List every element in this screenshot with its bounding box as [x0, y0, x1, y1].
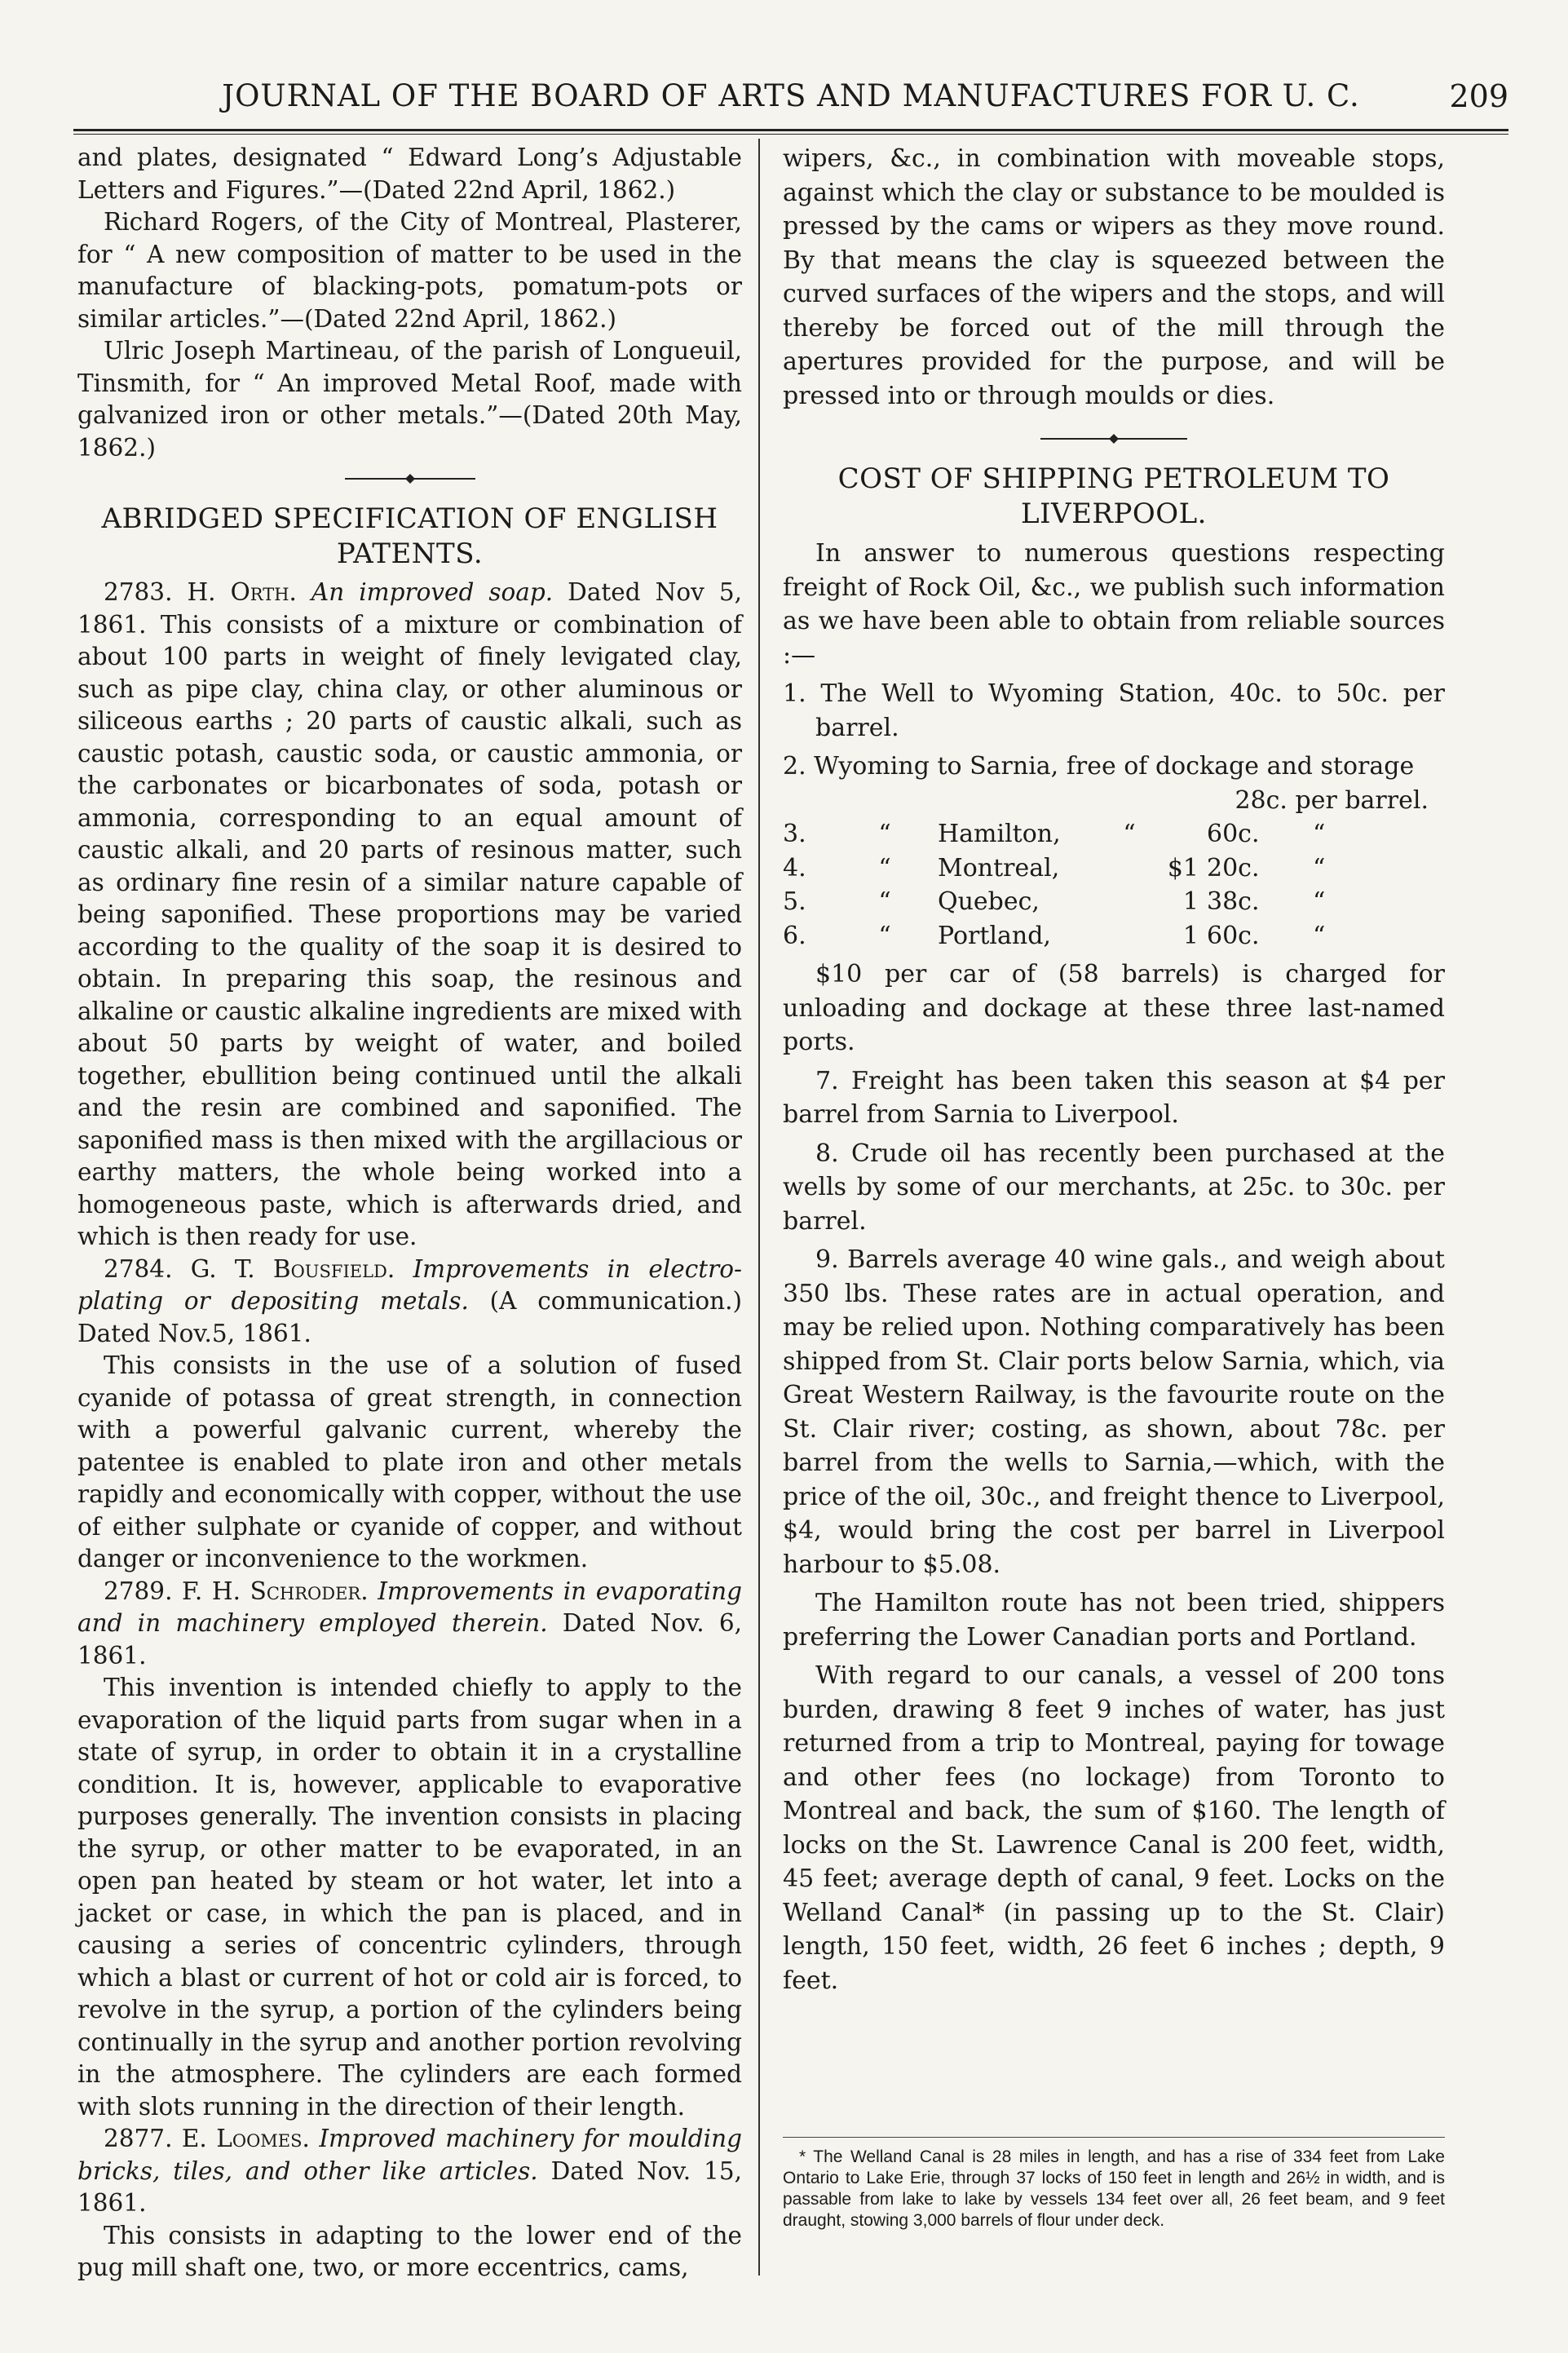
ornament-rule-icon [1040, 433, 1187, 445]
patent-2784 [77, 1254, 742, 1351]
header-rule-thin [73, 134, 1508, 135]
ditto-mark: “ [1313, 853, 1326, 882]
hamilton-paragraph: The Hamilton route has not been tried, shippers preferring the Lower Canadian ports and Portland. [783, 1589, 1445, 1652]
rate-row [783, 919, 1445, 953]
patent-entry-long: and plates, designated “ Edward Long’s Adjustable Letters and Figures.”—(Dated 22nd April, 1862.) [77, 144, 742, 204]
patentee-name: Bousfield. [272, 1254, 395, 1283]
journal-title: JOURNAL OF THE BOARD OF ARTS AND MANUFACTURES FOR U. C. [222, 78, 1360, 113]
patent-date: Dated Nov 5, 1861. [77, 578, 743, 639]
rate-dollars: 1 [1182, 921, 1199, 950]
rate-number: 3. [783, 820, 806, 848]
rate-item-2: 2. Wyoming to Sarnia, free of dockage and storage [783, 752, 1415, 781]
ditto-mark: “ [878, 887, 891, 916]
ditto-mark [1109, 885, 1150, 919]
ditto-mark: “ [878, 853, 891, 882]
rate-row [783, 851, 1445, 886]
patent-date: Dated Nov. 6, 1861. [77, 1609, 742, 1670]
rate-number: 5. [783, 887, 806, 916]
patentee-name: Orth. [230, 578, 297, 606]
patent-entry-martineau: Ulric Joseph Martineau, of the parish of Longueuil, Tinsmith, for “ An improved Metal Roof, made with galvanized iron or other metals.”—(Dated 20th May, 1862.) [77, 337, 742, 462]
rate-item-7: 7. Freight has been taken this season at $4 per barrel from Sarnia to Liverpool. [783, 1066, 1445, 1129]
patent-number: 2877. E. [104, 2125, 207, 2152]
destination: Portland, [938, 921, 1051, 950]
rate-cents: 60c. [1207, 921, 1260, 950]
footnote-rule [783, 2137, 1445, 2138]
patent-2783 [77, 577, 742, 1254]
patent-number: 2783. H. [104, 578, 216, 606]
patent-text: This consists in the use of a solution of fused cyanide of potassa of great strength, in connection with a powerful galvanic current, whereby the patentee is enabled to plate iron and other metals rapidly and economically with copper, without the use of either sulphate or cyanide of copper, and without danger or inconvenience to the workmen. [77, 1351, 742, 1572]
patent-number: 2784. G. T. [104, 1254, 255, 1283]
patent-text: This invention is intended chiefly to apply to the evaporation of the liquid parts from sugar when in a state of syrup, in order to obtain it in a crystalline condition. It is, however, applicable to evaporative purposes generally. The invention consists in placing the syrup, or other matter to be evaporated, in an open pan heated by steam or hot water, let into a jacket or case, in which the pan is placed, and in causing a series of concentric cylinders, through which a blast or current of hot or cold air is forced, to revolve in the syrup, a portion of the cylinders being continually in the syrup and another portion revolving in the atmosphere. The cylinders are each formed with slots running in the direction of their length. [77, 1674, 742, 2121]
ditto-mark [1109, 919, 1150, 953]
ditto-mark: “ [1313, 887, 1326, 916]
rate-dollars: 1 [1182, 887, 1199, 916]
section-heading-patents: ABRIDGED SPECIFICATION OF ENGLISH PATENTS. [101, 502, 718, 570]
patent-title: Improvements in evaporating and in machinery employed therein. [77, 1577, 742, 1637]
rate-item-1: 1. The Well to Wyoming Station, 40c. to 50c. per barrel. [783, 679, 1445, 742]
ditto-mark: “ [878, 820, 891, 848]
ornament-rule-icon [345, 473, 475, 484]
canals-paragraph: With regard to our canals, a vessel of 200 tons burden, drawing 8 feet 9 inches of water, has just returned from a trip to Montreal, paying for towage and other fees (no lockage) from Toronto to Montreal and back, the sum of $160. The length of locks on the St. Lawrence Canal is 200 feet, width, 45 feet; average depth of canal, 9 feet. Locks on the Welland Canal* (in passing up to the St. Clair) length, 150 feet, width, 26 feet 6 inches ; depth, 9 feet. [783, 1661, 1445, 1995]
header-rule-thick [73, 129, 1508, 131]
rate-number: 4. [783, 853, 806, 882]
running-header [73, 70, 1508, 119]
patent-text: This consists in adapting to the lower end of the pug mill shaft one, two, or more eccentrics, cams, [77, 2221, 742, 2281]
patent-number: 2789. F. H. [104, 1577, 241, 1605]
rate-cents: 38c. [1207, 887, 1260, 916]
footnote-welland-canal: * The Welland Canal is 28 miles in length, and has a rise of 334 feet from Lake Ontario to Lake Erie, through 37 locks of 150 feet in length and 26½ in width, and is passable from lake to lake by vessels 134 feet over all, 26 feet beam, and 9 feet draught, stowing 3,000 barrels of flour under deck. [783, 2147, 1445, 2230]
rate-dollars [1150, 817, 1199, 851]
patent-title: An improved soap. [311, 578, 554, 606]
destination: Hamilton, [938, 820, 1061, 848]
rate-item-2-amount: 28c. per barrel. [1235, 785, 1429, 815]
right-column [783, 142, 1445, 1997]
rate-item-9: 9. Barrels average 40 wine gals., and weigh about 350 lbs. These rates are in actual operation, and may be relied upon. Nothing comparatively has been shipped from St. Clair ports below Sarnia, which, via Great Western Railway, is the favourite route on the St. Clair river; costing, as shown, about 78c. per barrel from the wells to Sarnia,—which, with the price of the oil, 30c., and freight thence to Liverpool, $4, would bring the cost per barrel in Liverpool harbour to $5.08. [783, 1245, 1445, 1579]
section-ornament [783, 424, 1445, 453]
ditto-mark: “ [1313, 921, 1326, 950]
section-ornament [77, 464, 742, 493]
section-heading-petroleum: COST OF SHIPPING PETROLEUM TO LIVERPOOL. [837, 462, 1390, 530]
patent-2877 [77, 2123, 742, 2220]
left-column [77, 142, 742, 2284]
patent-date: Dated Nov. 15, 1861. [77, 2156, 742, 2217]
rate-dollars: $1 [1167, 853, 1199, 882]
patent-title: Improvements in electro-plating or depositing metals. [77, 1254, 742, 1315]
patent-entry-rogers: Richard Rogers, of the City of Montreal, Plasterer, for “ A new composition of matter to be used in the manufacture of blacking-pots, pomatum-pots or similar articles.”—(Dated 22nd April, 1862.) [77, 208, 742, 333]
destination: Montreal, [938, 853, 1060, 882]
patentee-name: Loomes. [216, 2125, 310, 2152]
destination: Quebec, [938, 887, 1040, 916]
intro-paragraph: In answer to numerous questions respecting freight of Rock Oil, &c., we publish such information as we have been able to obtain from reliable sources :— [783, 539, 1445, 670]
rate-row [783, 885, 1445, 919]
patent-title: Improved machinery for moulding bricks, tiles, and other like articles. [77, 2125, 742, 2185]
ditto-mark: “ [878, 921, 891, 950]
patent-2789 [77, 1576, 742, 1673]
rate-cents: 60c. [1207, 820, 1260, 848]
ditto-mark: “ [1123, 820, 1136, 848]
rates-table [783, 817, 1445, 953]
column-divider [758, 139, 760, 2276]
patentee-name: Schroder. [250, 1577, 369, 1605]
continued-paragraph: wipers, &c., in combination with moveable stops, against which the clay or substance to be moulded is pressed by the cams or wipers as they move round. By that means the clay is squeezed between the curved surfaces of the wipers and the stops, and will thereby be forced out of the mill through the apertures provided for the purpose, and will be pressed into or through moulds or dies. [783, 144, 1445, 410]
ditto-mark [1109, 851, 1150, 886]
rate-number: 6. [783, 921, 806, 950]
ditto-mark: “ [1313, 820, 1326, 848]
patent-date: (A communication.) Dated Nov.5, 1861. [77, 1287, 742, 1347]
rate-cents: 20c. [1207, 853, 1260, 882]
car-charge-paragraph: $10 per car of (58 barrels) is charged for unloading and dockage at these three last-named ports. [783, 960, 1445, 1056]
patent-text: This consists of a mixture or combination of about 100 parts in weight of finely levigated clay, such as pipe clay, china clay, or other aluminous or siliceous earths ; 20 parts of caustic alkali, such as caustic potash, caustic soda, or caustic ammonia, or the carbonates or bicarbonates of soda, potash or ammonia, corresponding to an equal amount of caustic alkali, and 20 parts of resinous matter, such as ordinary fine resin of a similar nature capable of being saponified. These proportions may be varied according to the quality of the soap it is desired to obtain. In preparing this soap, the resinous and alkaline or caustic alkaline ingredients are mixed with about 50 parts by weight of water, and boiled together, ebullition being continued until the alkali and the resin are combined and saponified. The saponified mass is then mixed with the argillacious or earthy matters, the whole being worked into a homogeneous paste, which is afterwards dried, and which is then ready for use. [77, 610, 742, 1250]
rate-row [783, 817, 1445, 851]
rate-item-8: 8. Crude oil has recently been purchased at the wells by some of our merchants, at 25c. to 30c. per barrel. [783, 1139, 1445, 1236]
page-number: 209 [1449, 78, 1508, 114]
